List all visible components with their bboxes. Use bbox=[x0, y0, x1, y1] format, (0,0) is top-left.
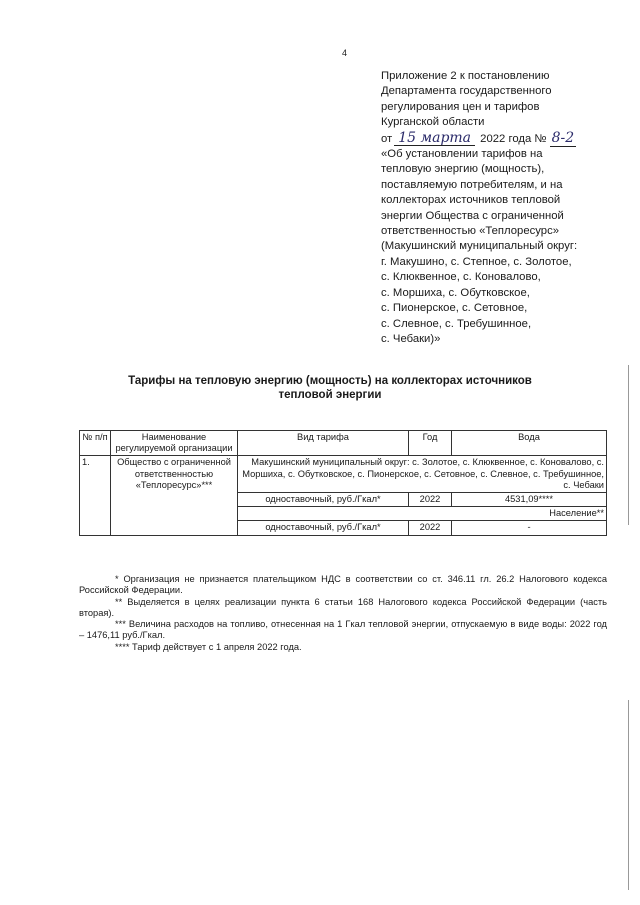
cell-org-name: Общество с ограниченной ответственностью «Теплоресурс»*** bbox=[111, 456, 238, 535]
title-line: Тарифы на тепловую энергию (мощность) на коллекторах источников bbox=[128, 375, 532, 387]
annex-subject-line: с. Чебаки)» bbox=[381, 332, 441, 345]
annex-subject-line: ответственностью «Теплоресурс» bbox=[381, 225, 559, 238]
cell-value: 4531,09**** bbox=[452, 493, 607, 507]
annex-subject-line: энергии Общества с ограниченной bbox=[381, 209, 564, 222]
cell-territory: Макушинский муниципальный округ: с. Золотое, с. Клюквенное, с. Коновалово, с. Моршиха, с. Обутковское, с. Пионерское, с. Сетовное, с. Слевное, с. Требушинное, с. Чебаки bbox=[238, 456, 607, 493]
header-num: № п/п bbox=[80, 431, 111, 456]
annex-line: регулирования цен и тарифов bbox=[381, 100, 540, 113]
cell-row-num: 1. bbox=[80, 456, 111, 535]
handwritten-number: 8-2 bbox=[551, 129, 575, 146]
annex-subject-line: с. Пионерское, с. Сетовное, bbox=[381, 302, 528, 315]
cell-tariff-type: одноставочный, руб./Гкал* bbox=[238, 493, 409, 507]
footnote: **** Тариф действует с 1 апреля 2022 года. bbox=[115, 641, 302, 652]
cell-population: Население** bbox=[238, 507, 607, 521]
footnote: *** Величина расходов на топливо, отнесенная на 1 Гкал тепловой энергии, отпускаемую в виде воды: 2022 год – 1476,11 руб./Гкал. bbox=[79, 619, 607, 641]
annex-subject-line: тепловую энергию (мощность), bbox=[381, 163, 545, 176]
footnote: ** Выделяется в целях реализации пункта 6 статьи 168 Налогового кодекса Российской Федерации (часть вторая). bbox=[79, 596, 607, 618]
document-title bbox=[90, 374, 570, 402]
cell-year: 2022 bbox=[409, 493, 452, 507]
cell-value: - bbox=[452, 521, 607, 535]
tariff-table bbox=[79, 430, 607, 536]
footnotes bbox=[79, 574, 607, 653]
handwritten-date: 15 марта bbox=[394, 132, 475, 146]
scan-edge-mark bbox=[628, 700, 629, 890]
annex-subject-line: (Макушинский муниципальный округ: bbox=[381, 240, 578, 253]
scan-edge-mark bbox=[628, 365, 629, 525]
date-year: 2022 года № bbox=[480, 132, 547, 145]
annex-subject-line: с. Слевное, с. Требушинное, bbox=[381, 317, 532, 330]
annex-subject-line: «Об установлении тарифов на bbox=[381, 148, 543, 161]
annex-line: Приложение 2 к постановлению bbox=[381, 70, 550, 82]
annex-header bbox=[381, 69, 621, 347]
annex-date-line bbox=[381, 131, 621, 147]
annex-subject-line: поставляемую потребителям, и на bbox=[381, 178, 563, 191]
header-org: Наименование регулируемой организации bbox=[111, 431, 238, 456]
header-tariff-type: Вид тарифа bbox=[238, 431, 409, 456]
annex-subject-line: коллекторах источников тепловой bbox=[381, 194, 561, 207]
annex-subject-line: с. Моршиха, с. Обутковское, bbox=[381, 286, 530, 299]
annex-subject-line: с. Клюквенное, с. Коновалово, bbox=[381, 271, 541, 284]
date-prefix: от bbox=[381, 132, 393, 145]
table-header-row bbox=[80, 431, 607, 456]
annex-line: Курганской области bbox=[381, 116, 485, 129]
page-number: 4 bbox=[342, 48, 348, 58]
cell-tariff-type: одноставочный, руб./Гкал* bbox=[238, 521, 409, 535]
cell-year: 2022 bbox=[409, 521, 452, 535]
footnote: * Организация не признается плательщиком НДС в соответствии со ст. 346.11 гл. 26.2 Налогового кодекса Российской Федерации. bbox=[79, 574, 607, 596]
header-year: Год bbox=[409, 431, 452, 456]
annex-line: Департамента государственного bbox=[381, 85, 552, 98]
annex-subject-line: г. Макушино, с. Степное, с. Золотое, bbox=[381, 255, 572, 268]
header-water: Вода bbox=[452, 431, 607, 456]
table-row bbox=[80, 456, 607, 493]
title-line: тепловой энергии bbox=[278, 389, 382, 401]
